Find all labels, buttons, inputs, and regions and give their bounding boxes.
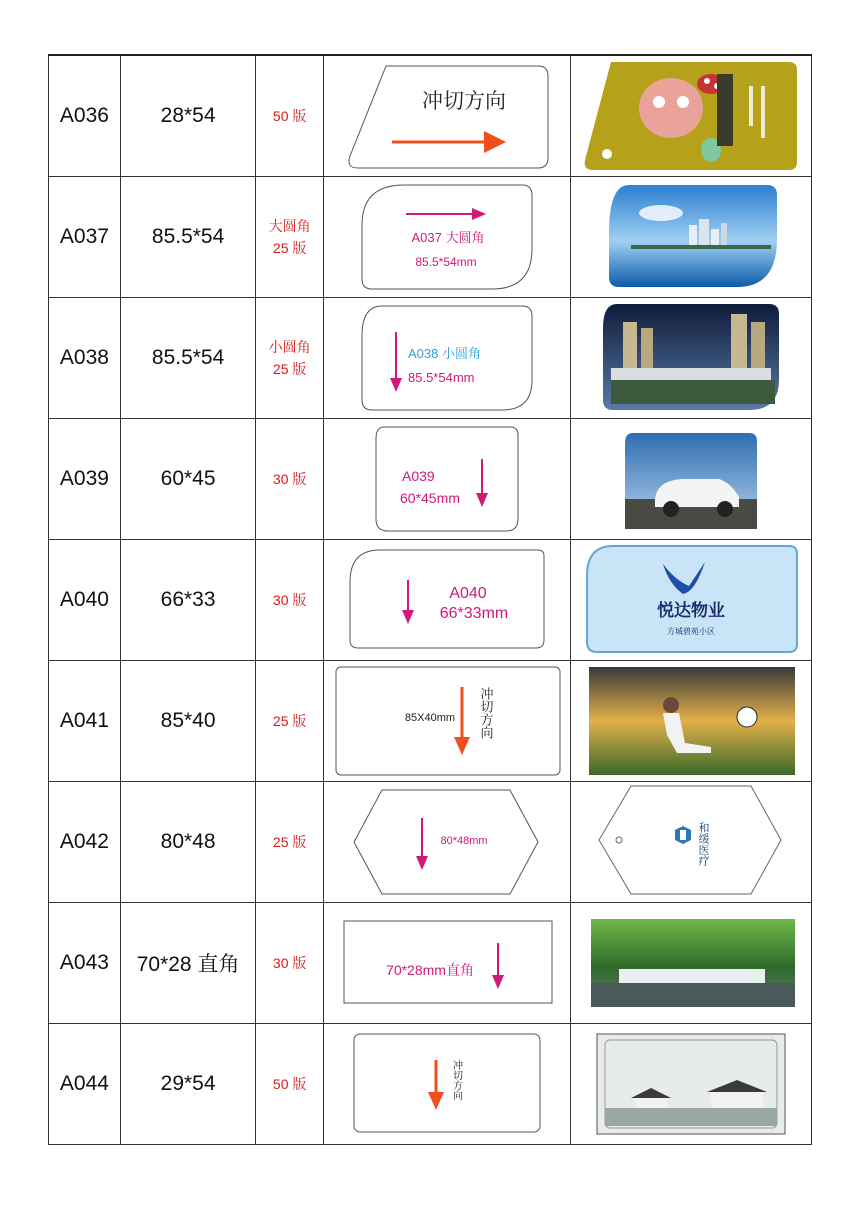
sample-image [570, 298, 811, 419]
sample-card-property-logo-icon [571, 540, 811, 660]
diagram-text: 85.5*54mm [415, 255, 477, 269]
table-row [49, 298, 812, 419]
sample-card-suv-icon [571, 419, 811, 539]
card-size: 85*40 [120, 661, 256, 782]
sample-image [570, 782, 811, 903]
diagram-text: 80*48mm [440, 835, 488, 847]
diagram-text: 冲切方向 [450, 1060, 462, 1100]
sample-card-residential-icon [571, 298, 811, 418]
table-row [49, 661, 812, 782]
card-code: A044 [49, 1024, 121, 1145]
plate-count: 30 版 [256, 540, 324, 661]
sample-image [570, 903, 811, 1024]
die-cut-diagram [323, 1024, 570, 1145]
card-code: A038 [49, 298, 121, 419]
sample-title: 悦达物业 [656, 601, 725, 620]
card-size: 85.5*54 [120, 298, 256, 419]
die-cut-diagram [323, 177, 570, 298]
diagram-text: 60*45mm [399, 490, 460, 506]
table-row [49, 782, 812, 903]
plate-count: 25 版 [256, 782, 324, 903]
diagram-text: A037 大圆角 [411, 230, 485, 245]
die-cut-diagram [323, 540, 570, 661]
card-code: A040 [49, 540, 121, 661]
diagram-text: A040 [449, 585, 487, 602]
card-size: 29*54 [120, 1024, 256, 1145]
sample-image [570, 1024, 811, 1145]
die-cut-diagram [323, 55, 570, 177]
sample-image [570, 419, 811, 540]
sample-title: 和缓医疗 [696, 822, 709, 866]
card-code: A042 [49, 782, 121, 903]
plate-count: 30 版 [256, 419, 324, 540]
table-row [49, 55, 812, 177]
card-size: 28*54 [120, 55, 256, 177]
table-row [49, 903, 812, 1024]
diagram-text: 85X40mm [404, 712, 456, 724]
diagram-text: A038 小圆角 [407, 346, 481, 361]
diagram-text: 66*33mm [439, 605, 509, 622]
card-size: 60*45 [120, 419, 256, 540]
die-cut-diagram [323, 661, 570, 782]
die-cut-diagram [323, 419, 570, 540]
table-row [49, 177, 812, 298]
sample-card-lake-icon [571, 177, 811, 297]
diagram-text: 冲切方向 [478, 687, 494, 739]
plate-count: 50 版 [256, 55, 324, 177]
card-code: A041 [49, 661, 121, 782]
plate-count: 小圆角 25 版 [256, 298, 324, 419]
card-code: A039 [49, 419, 121, 540]
diagram-text: 70*28mm直角 [386, 962, 474, 978]
diagram-text: A039 [401, 468, 435, 484]
sample-image [570, 177, 811, 298]
card-code: A037 [49, 177, 121, 298]
plate-count: 30 版 [256, 903, 324, 1024]
sample-card-waterfall-icon [571, 903, 811, 1023]
die-cut-diagram [323, 782, 570, 903]
sample-card-football-icon [571, 661, 811, 781]
card-size: 66*33 [120, 540, 256, 661]
sample-card-medical-icon [571, 782, 811, 902]
diagram-text: 85.5*54mm [407, 370, 475, 385]
sample-image [570, 55, 811, 177]
diagram-text: 冲切方向 [421, 90, 506, 113]
die-cut-diagram [323, 298, 570, 419]
table-row [49, 419, 812, 540]
sample-subtitle: 方城碧苑小区 [666, 627, 715, 636]
card-spec-table [48, 54, 812, 1145]
die-cut-diagram [323, 903, 570, 1024]
table-row [49, 1024, 812, 1145]
sample-image [570, 661, 811, 782]
sample-image [570, 540, 811, 661]
card-code: A036 [49, 55, 121, 177]
card-code: A043 [49, 903, 121, 1024]
sample-card-village-icon [571, 1024, 811, 1144]
sample-card-game-icon [571, 56, 811, 176]
plate-count: 50 版 [256, 1024, 324, 1145]
card-size: 70*28 直角 [120, 903, 256, 1024]
plate-count: 25 版 [256, 661, 324, 782]
table-row [49, 540, 812, 661]
plate-count: 大圆角 25 版 [256, 177, 324, 298]
card-size: 80*48 [120, 782, 256, 903]
card-size: 85.5*54 [120, 177, 256, 298]
